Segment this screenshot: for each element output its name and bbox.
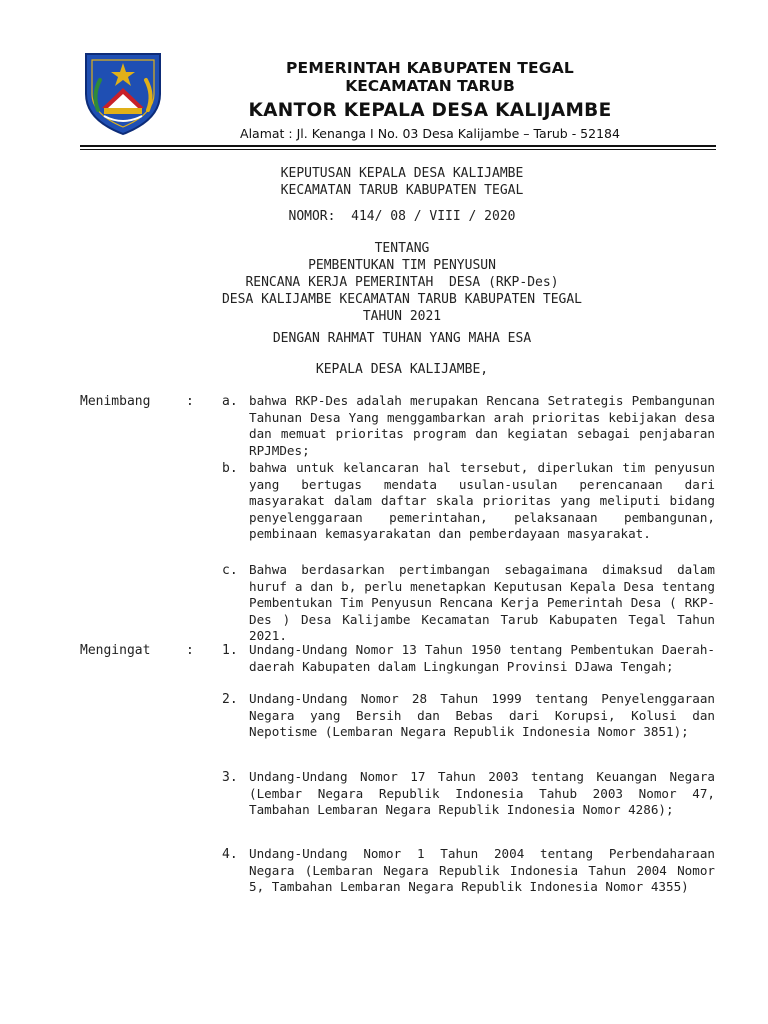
menimbang-marker-c: c. [222,563,238,578]
mengingat-item-1: Undang-Undang Nomor 13 Tahun 1950 tentang Pembentukan Daerah-daerah Kabupaten dalam Lingkungan Provinsi DJawa Tengah; [249,642,715,674]
subject-line2: PEMBENTUKAN TIM PENYUSUN [308,258,496,273]
menimbang-item-a: bahwa RKP-Des adalah merupakan Rencana Setrategis Pembangunan Tahunan Desa Yang menggambarkan arah prioritas kebijakan desa dan memuat prioritas program dan kegiatan sebagai penjabaran RPJMDes; [249,393,715,458]
letterhead-district: KECAMATAN TARUB [345,77,515,95]
decree-title [80,165,724,199]
decree-title-line1: KEPUTUSAN KEPALA DESA KALIJAMBE [280,166,524,181]
letterhead-government: PEMERINTAH KABUPATEN TEGAL [286,59,574,77]
subject-line5: TAHUN 2021 [362,309,442,324]
mengingat-marker-3: 3. [222,770,238,785]
mengingat-marker-2: 2. [222,692,238,707]
letterhead [170,58,690,143]
mengingat-item-2: Undang-Undang Nomor 28 Tahun 1999 tentang Penyelenggaraan Negara yang Bersih dan Bebas dari Korupsi, Kolusi dan Nepotisme (Lembaran Negara Republik Indonesia Nomor 3851); [249,691,715,740]
letterhead-rule-thin [80,149,716,150]
menimbang-marker-b: b. [222,461,238,476]
decree-number: NOMOR: 414/ 08 / VIII / 2020 [288,209,516,224]
decree-subject [80,240,724,325]
mengingat-marker-1: 1. [222,643,238,658]
menimbang-item-b: bahwa untuk kelancaran hal tersebut, diperlukan tim penyusun yang bertugas mendata usulan-usulan perencanaan dari masyarakat dalam daftar skala prioritas yang meliputi bidang penyelenggaraan pemerintahan, pelaksanaan pembangunan, pembinaan kemasyarakatan dan pemberdayaan masyarakat. [249,460,715,542]
decree-number-block [80,208,724,225]
menimbang-item-c: Bahwa berdasarkan pertimbangan sebagaimana dimaksud dalam huruf a dan b, perlu menetapkan Keputusan Kepala Desa tentang Pembentukan Tim Penyusun Rencana Kerja Pemerintah Desa ( RKP-Des ) Desa Kalijambe Kecamatan Tarub Kabupaten Tegal Tahun 2021. [249,562,715,644]
mengingat-item-4: Undang-Undang Nomor 1 Tahun 2004 tentang Perbendaharaan Negara (Lembaran Negara Republik Indonesia Tahun 2004 Nomor 5, Tambahan Lembaran Negara Republik Indonesia Nomor 4355) [249,846,715,895]
menimbang-label: Menimbang [80,394,151,409]
kabupaten-tegal-emblem-icon [80,50,166,136]
authority-line: KEPALA DESA KALIJAMBE, [315,362,489,377]
letterhead-rule-thick [80,145,716,147]
letterhead-address: Alamat : Jl. Kenanga I No. 03 Desa Kalijambe – Tarub - 52184 [240,126,620,141]
menimbang-marker-a: a. [222,394,238,409]
subject-line3: RENCANA KERJA PEMERINTAH DESA (RKP-Des) [245,275,559,290]
blessing-line: DENGAN RAHMAT TUHAN YANG MAHA ESA [272,331,532,346]
mengingat-label: Mengingat [80,643,151,658]
subject-line4: DESA KALIJAMBE KECAMATAN TARUB KABUPATEN TEGAL [221,292,583,307]
mengingat-item-3: Undang-Undang Nomor 17 Tahun 2003 tentang Keuangan Negara (Lembar Negara Republik Indonesia Tahub 2003 Nomor 47, Tambahan Lembaran Negara Republik Indonesia Nomor 4286); [249,769,715,818]
subject-tentang: TENTANG [374,241,430,256]
blessing-block [80,330,724,347]
letterhead-office: KANTOR KEPALA DESA KALIJAMBE [248,100,612,121]
mengingat-marker-4: 4. [222,847,238,862]
mengingat-colon: : [186,643,194,658]
authority-block [80,361,724,378]
decree-title-line2: KECAMATAN TARUB KABUPATEN TEGAL [280,183,524,198]
menimbang-colon: : [186,394,194,409]
